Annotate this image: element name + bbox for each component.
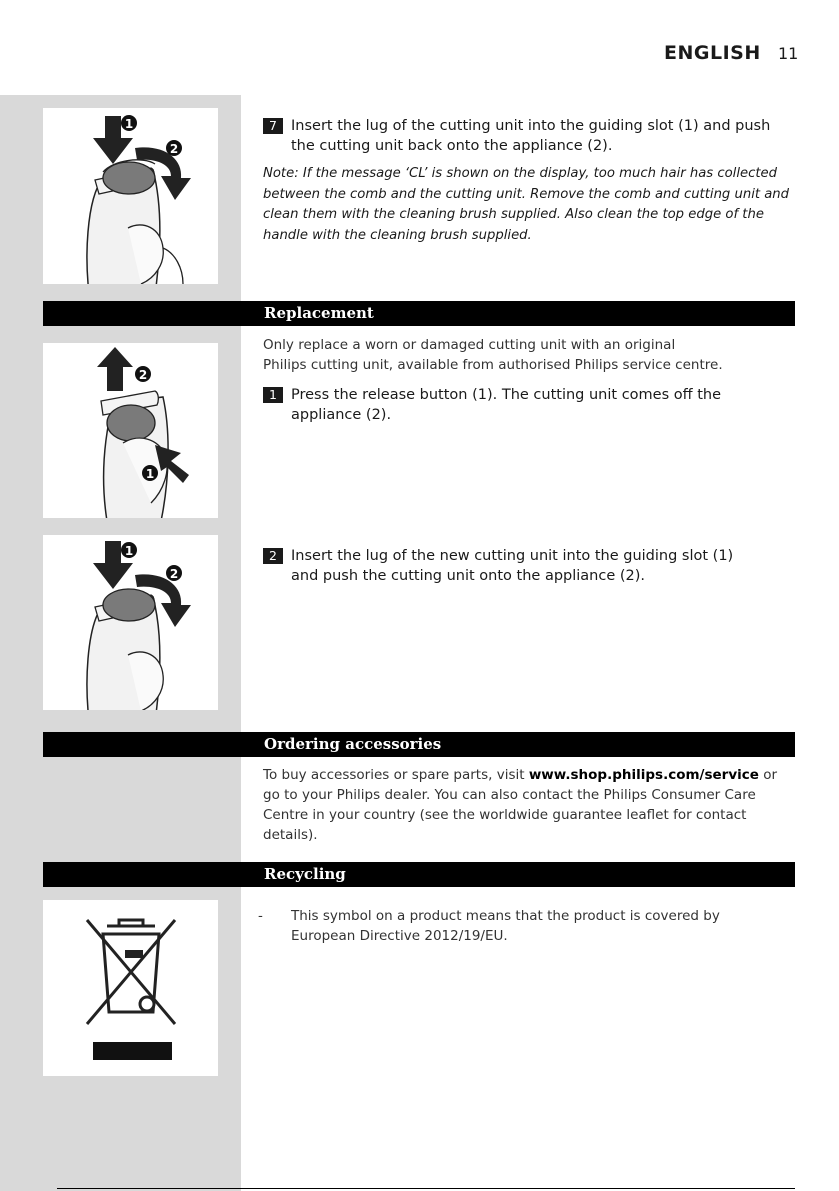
callout-badge — [166, 140, 182, 156]
section-title: Ordering accessories — [264, 735, 442, 753]
footer-rule — [57, 1188, 795, 1189]
callout-1-label: 1 — [124, 544, 134, 558]
callout-2-label: 2 — [169, 567, 179, 581]
section-header-recycling — [43, 862, 795, 887]
callout-badge — [121, 115, 137, 131]
recycling-list-item — [258, 906, 788, 946]
section-header-replacement — [43, 301, 795, 326]
callout-badge — [135, 366, 151, 382]
callout-badge — [166, 565, 182, 581]
callout-2-label: 2 — [169, 142, 179, 156]
illustration-remove-cutting-unit — [43, 343, 218, 518]
step-number: 7 — [263, 118, 283, 134]
callout-badge — [121, 542, 137, 558]
intro-line-2: Philips cutting unit, available from authorised Philips service centre. — [263, 357, 723, 373]
section-header-ordering — [43, 732, 795, 757]
step-7 — [263, 116, 783, 156]
ordering-text-start: To buy accessories or spare parts, visit — [263, 767, 529, 783]
language-label: ENGLISH — [664, 42, 761, 64]
step-text: Insert the lug of the new cutting unit into the guiding slot (1) and push the cutting unit onto the appliance (2). — [291, 548, 734, 584]
section-title: Replacement — [264, 304, 374, 322]
note-text: Note: If the message ‘CL’ is shown on the display, too much hair has collected between the comb and the cutting unit. Remove the comb and cutting unit and clean them with the cleaning brush supplied. Also clean the top edge of the handle with the cleaning brush supplied. — [263, 166, 790, 243]
section-title: Recycling — [264, 865, 346, 883]
step-number: 1 — [263, 387, 283, 403]
illustration-insert-new-cutting-unit — [43, 535, 218, 710]
ordering-text-end: or go to your Philips dealer. You can also contact the Philips Consumer Care Centre in your country (see the worldwide guarantee leaflet for contact details). — [263, 767, 778, 843]
step-text: Insert the lug of the cutting unit into the guiding slot (1) and push the cutting unit back onto the appliance (2). — [291, 118, 771, 154]
ordering-text — [263, 765, 793, 845]
step-2 — [263, 546, 753, 586]
step-number: 2 — [263, 548, 283, 564]
illustration-insert-cutting-unit — [43, 108, 218, 284]
callout-2-label: 2 — [138, 368, 148, 382]
bullet-dash: - — [258, 908, 263, 924]
step-text: Press the release button (1). The cutting unit comes off the appliance (2). — [291, 387, 722, 423]
recycling-text: This symbol on a product means that the product is covered by European Directive 2012/19/EU. — [291, 908, 720, 944]
callout-badge — [142, 465, 158, 481]
step-1 — [263, 385, 738, 425]
replacement-intro — [263, 335, 793, 375]
service-url[interactable]: www.shop.philips.com/service — [528, 767, 759, 783]
callout-1-label: 1 — [124, 117, 134, 131]
page-number: 11 — [778, 44, 799, 63]
intro-line-1: Only replace a worn or damaged cutting unit with an original — [263, 337, 676, 353]
callout-1-label: 1 — [145, 467, 155, 481]
weee-bin-symbol — [43, 900, 218, 1076]
